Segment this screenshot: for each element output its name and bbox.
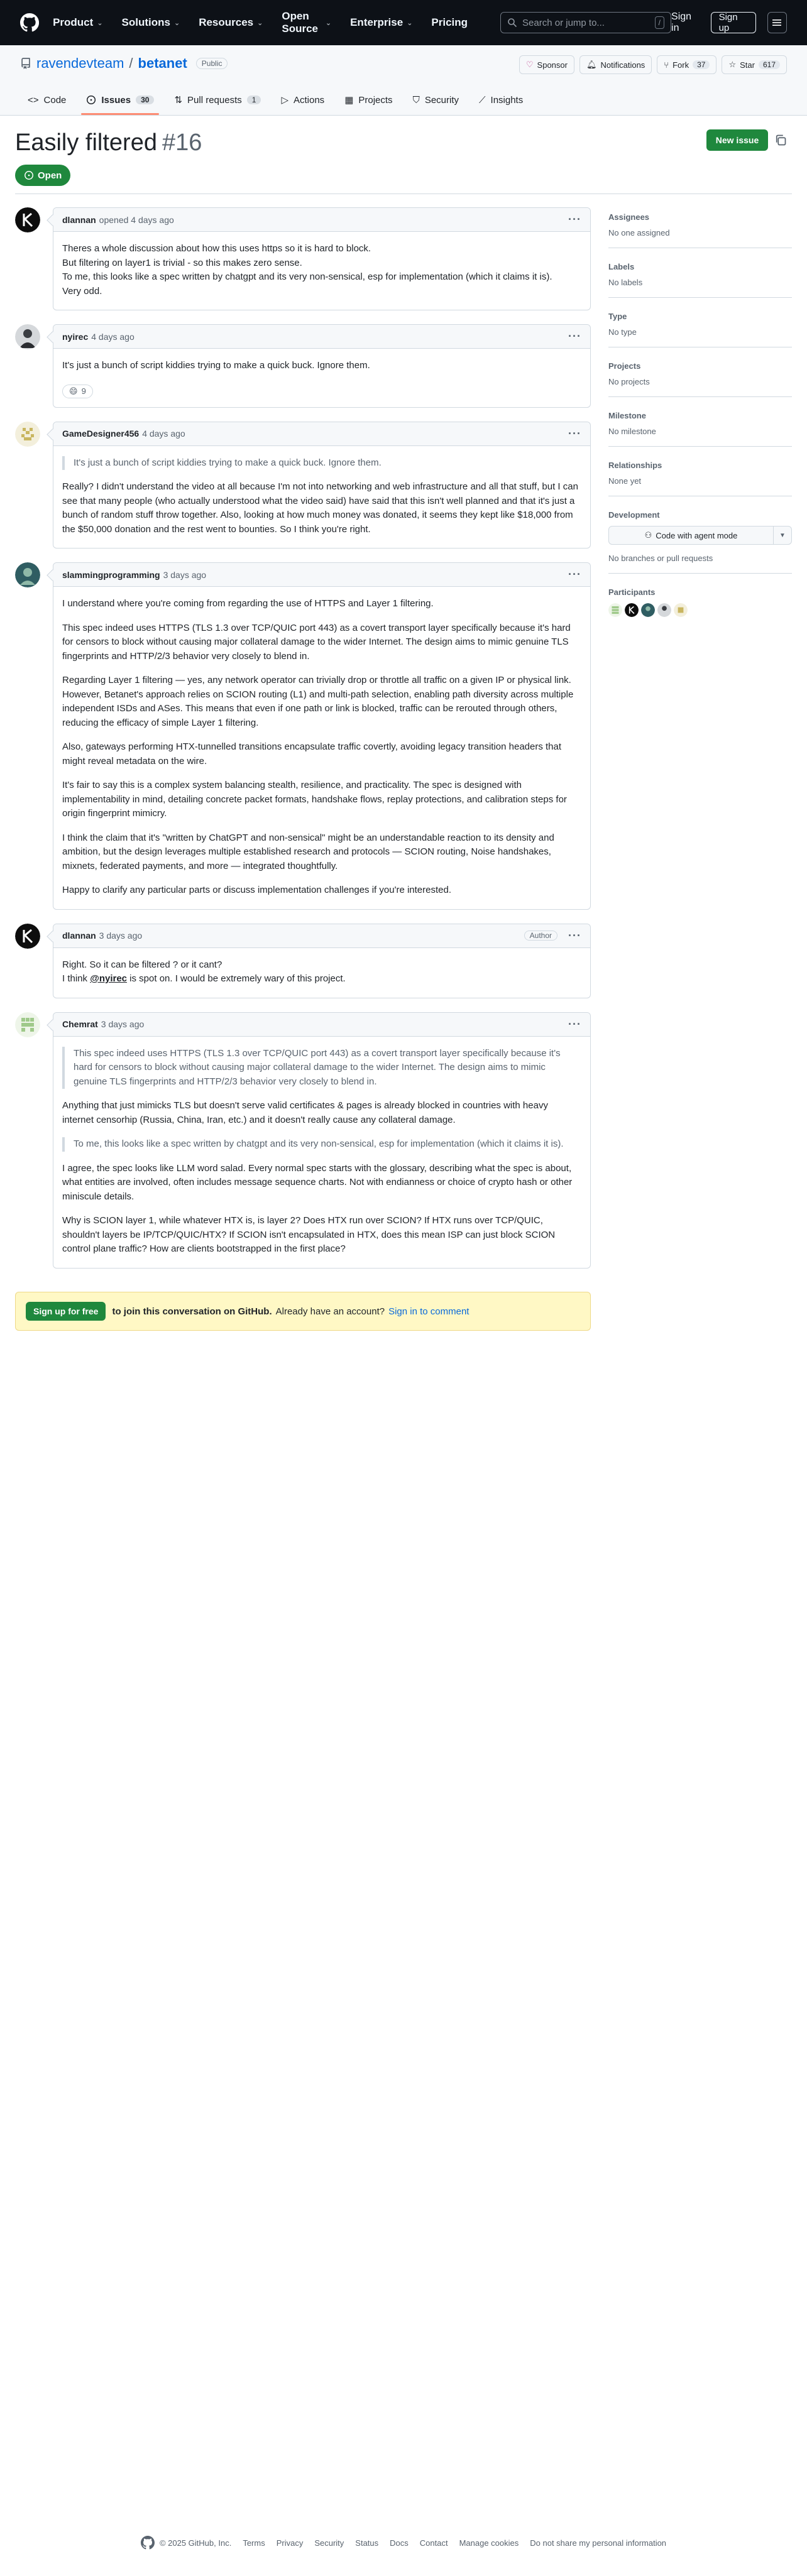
sidebar-type: Type No type bbox=[608, 307, 792, 347]
issue-sidebar bbox=[608, 207, 792, 636]
comment-box bbox=[53, 422, 591, 549]
reaction-button[interactable] bbox=[62, 385, 93, 398]
issue-number: #16 bbox=[162, 129, 202, 156]
notifications-button[interactable]: 🔔︎ Notifications bbox=[579, 55, 652, 74]
avatar[interactable] bbox=[15, 924, 40, 949]
comment-header bbox=[53, 325, 590, 349]
tab-projects[interactable]: ▦ Projects bbox=[344, 94, 393, 106]
nav-enterprise[interactable]: Enterprise ⌄ bbox=[350, 16, 413, 28]
repo-icon bbox=[20, 58, 31, 69]
comment-author[interactable]: dlannan bbox=[62, 214, 96, 225]
timeline-comment bbox=[15, 422, 591, 549]
tab-pull-requests[interactable]: ⇅ Pull requests 1 bbox=[167, 85, 268, 115]
kebab-menu-icon[interactable]: ··· bbox=[568, 1017, 581, 1030]
repo-owner-link[interactable]: ravendevteam bbox=[36, 55, 124, 71]
search-placeholder: Search or jump to... bbox=[522, 17, 605, 28]
comment-header bbox=[53, 924, 590, 948]
sidebar-development: Development ⚇ Code with agent mode ▼ No branches or pull requests bbox=[608, 505, 792, 574]
star-icon: ☆ bbox=[728, 60, 737, 69]
avatar[interactable] bbox=[608, 603, 622, 617]
github-logo-icon[interactable] bbox=[141, 2536, 155, 2550]
footer-link-privacy[interactable]: Privacy bbox=[276, 2538, 304, 2548]
footer-link-do-not-share[interactable]: Do not share my personal information bbox=[530, 2538, 667, 2548]
footer-link-manage-cookies[interactable]: Manage cookies bbox=[459, 2538, 519, 2548]
footer-link-status[interactable]: Status bbox=[355, 2538, 379, 2548]
sidebar-projects: Projects No projects bbox=[608, 356, 792, 397]
sidebar-participants: Participants bbox=[608, 582, 792, 627]
tab-issues[interactable]: Issues 30 bbox=[79, 85, 162, 115]
chevron-down-icon: ⌄ bbox=[325, 19, 332, 27]
table-icon: ▦ bbox=[344, 95, 354, 106]
search-shortcut-key: / bbox=[655, 16, 664, 29]
kebab-menu-icon[interactable]: ··· bbox=[568, 929, 581, 942]
chevron-down-icon[interactable]: ▼ bbox=[779, 532, 786, 539]
footer-link-docs[interactable]: Docs bbox=[390, 2538, 409, 2548]
comment-body: Theres a whole discussion about how this uses https so it is hard to block. But filtering on layer1 is trivial - so this makes zero sense. To me, this looks like a spec written by chatgpt and its very non-sensical, esp for implementation (which it claims it is). Very odd. bbox=[62, 243, 552, 297]
code-icon: <> bbox=[28, 94, 39, 106]
repo-title bbox=[20, 55, 228, 72]
nav-product[interactable]: Product ⌄ bbox=[53, 16, 103, 28]
comment-author[interactable]: slammingprogramming bbox=[62, 569, 160, 580]
nav-resources[interactable]: Resources ⌄ bbox=[199, 16, 263, 28]
header-actions bbox=[671, 11, 787, 34]
timeline-comment bbox=[15, 1012, 591, 1269]
chevron-down-icon: ⌄ bbox=[257, 19, 263, 27]
heart-icon: ♡ bbox=[525, 60, 534, 69]
quoted-reply: It's just a bunch of script kiddies trying to make a quick buck. Ignore them. bbox=[62, 456, 581, 471]
global-nav bbox=[53, 10, 468, 35]
graph-icon: ⟋ bbox=[479, 94, 486, 106]
comment-body: I understand where you're coming from regarding the use of HTTPS and Layer 1 filtering. This spec indeed uses HTTPS (TLS 1.3 over TCP/QUIC port 443) as a covert transport layer specifically because it's hard for censors to block without causing major collateral damage to the wider Internet. The design aims to mimic genuine TLS fingerprints and HTTP/2/3 behavior very closely to blend in. Regarding Layer 1 filtering — yes, any network operator can trivially drop or throttle all traffic on a given IP or physical link. However, Betanet's approach relies on SCION routing (L1) and multi-path selection, enabling path diversity across multiple independent ISDs and ASes. This means that even if one path or link is blocked, traffic can be rerouted through others, reducing the efficacy of simple Layer 1 filtering. Also, gateways performing HTX-tunnelled transitions encapsulate traffic covertly, avoiding legacy transition headers that might reveal metadata on the wire. It's fair to say this is a complex system balancing stealth, resilience, and practicality. The spec is designed with implementability in mind, detailing concrete packet formats, handshake flows, replay protections, and calibration steps for origin fingerprint mimicry. I think the claim that it's "written by ChatGPT and non-sensical" might be an understandable reaction to its density and ambition, but the design leverages multiple established research and protocols — SCION routing, Noise handshakes, mixnets, federated payments, and more — integrated thoughtfully. Happy to clarify any particular parts or discuss implementation challenges if you're interested. bbox=[62, 598, 574, 895]
tab-insights[interactable]: ⟋ Insights bbox=[479, 94, 524, 106]
comment-box bbox=[53, 1012, 591, 1269]
comment-author[interactable]: Chemrat bbox=[62, 1019, 98, 1029]
star-button[interactable]: ☆ Star 617 bbox=[722, 55, 787, 74]
comment-body: It's just a bunch of script kiddies trying to make a quick buck. Ignore them. bbox=[62, 360, 370, 371]
search-icon bbox=[507, 18, 517, 28]
avatar[interactable] bbox=[657, 603, 671, 617]
github-logo-icon[interactable] bbox=[20, 13, 39, 33]
code-with-agent-button bbox=[608, 526, 792, 545]
new-issue-button[interactable]: New issue bbox=[706, 129, 768, 151]
comment-body: Right. So it can be filtered ? or it cant? I think @nyirec is spot on. I would be extremely wary of this project. bbox=[62, 959, 346, 984]
timeline-comment bbox=[15, 324, 591, 408]
bell-icon: 🔔︎ bbox=[586, 60, 597, 69]
avatar[interactable] bbox=[674, 603, 688, 617]
kebab-menu-icon[interactable]: ··· bbox=[568, 568, 581, 581]
pull-requests-count: 1 bbox=[247, 96, 261, 104]
comment-header bbox=[53, 563, 590, 587]
copilot-icon: ⚇ bbox=[644, 530, 652, 540]
comment-author[interactable]: nyirec bbox=[62, 331, 89, 342]
chevron-down-icon: ⌄ bbox=[97, 19, 103, 27]
author-badge: Author bbox=[524, 931, 557, 941]
code-with-agent-main[interactable]: ⚇ Code with agent mode bbox=[609, 527, 774, 544]
fork-button[interactable]: ⑂ Fork 37 bbox=[657, 55, 716, 74]
comment-author[interactable]: dlannan bbox=[62, 931, 96, 941]
tab-actions[interactable]: ▷ Actions bbox=[281, 94, 325, 106]
footer-link-contact[interactable]: Contact bbox=[419, 2538, 448, 2548]
avatar[interactable] bbox=[641, 603, 655, 617]
comment-author[interactable]: GameDesigner456 bbox=[62, 428, 140, 439]
issue-opened-icon bbox=[86, 95, 96, 105]
sidebar-relationships: Relationships None yet bbox=[608, 456, 792, 496]
footer bbox=[0, 2536, 807, 2550]
menu-button[interactable] bbox=[767, 12, 787, 33]
issue-title: Easily filtered #16 bbox=[15, 129, 202, 156]
avatar[interactable] bbox=[15, 562, 40, 587]
comment-timestamp[interactable]: 4 days ago bbox=[91, 331, 134, 342]
repo-tabs bbox=[20, 85, 530, 115]
repo-actions bbox=[519, 55, 787, 74]
nav-pricing[interactable]: Pricing bbox=[431, 16, 468, 28]
footer-link-terms[interactable]: Terms bbox=[243, 2538, 265, 2548]
quoted-reply: This spec indeed uses HTTPS (TLS 1.3 over TCP/QUIC port 443) as a covert transport layer specifically because it's hard for censors to block without causing major collateral damage to the wider Internet. The design aims to mimic genuine TLS fingerprints and HTTP/2/3 behavior very closely to blend in. bbox=[62, 1047, 581, 1089]
sign-in-to-comment-link[interactable]: Sign in to comment bbox=[388, 1306, 469, 1317]
avatar[interactable] bbox=[15, 324, 40, 349]
timeline bbox=[15, 207, 591, 1282]
kebab-menu-icon[interactable]: ··· bbox=[568, 330, 581, 342]
repo-name-link[interactable]: betanet bbox=[138, 55, 187, 71]
comment-body: It's just a bunch of script kiddies trying to make a quick buck. Ignore them. Really? I didn't understand the video at all because I'm not into networking and web infrastructure and all that stuff, but I can see that many people (who actually understood what the video said) have said that this isn't well planned and that it's just a bunch of random stuff throw together. Also, looking at how much money was donated, it seems they kept like $18,000 from the $50,000 donation and the rest went to bounties. So I think you're right. bbox=[53, 446, 590, 548]
sidebar-milestone: Milestone No milestone bbox=[608, 406, 792, 447]
repo-header bbox=[0, 45, 807, 116]
tab-code[interactable]: <> Code bbox=[28, 94, 67, 106]
comment-header bbox=[53, 1013, 590, 1037]
nav-open-source[interactable]: Open Source ⌄ bbox=[282, 10, 332, 35]
comment-timestamp[interactable]: 3 days ago bbox=[101, 1019, 145, 1029]
comment-timestamp[interactable]: 3 days ago bbox=[163, 569, 207, 580]
repo-separator: / bbox=[129, 55, 133, 71]
hamburger-icon bbox=[772, 18, 782, 28]
fork-icon: ⑂ bbox=[664, 60, 669, 70]
signup-banner bbox=[15, 1292, 591, 1331]
signup-banner-text: Already have an account? bbox=[275, 1306, 385, 1317]
comment-box bbox=[53, 924, 591, 998]
user-mention[interactable]: @nyirec bbox=[90, 973, 128, 984]
avatar[interactable] bbox=[15, 207, 40, 232]
nav-solutions[interactable]: Solutions ⌄ bbox=[121, 16, 180, 28]
comment-body: This spec indeed uses HTTPS (TLS 1.3 over TCP/QUIC port 443) as a covert transport layer specifically because it's hard for censors to block without causing major collateral damage to the wider Internet. The design aims to mimic genuine TLS fingerprints and HTTP/2/3 behavior very closely to blend in. Anything that just mimicks TLS but doesn't serve valid certificates & pages is already blocked in countries with heavy internet censorhip (Russia, China, Iran, etc.) and it doesn't really cause any collateral damage. To me, this looks like a spec written by chatgpt and its very non-sensical, esp for implementation (which it claims it is). I agree, the spec looks like LLM word salad. Every normal spec starts with the glossary, describing what the spec is about, what entities are involved, often includes message sequence charts. Not with endianness or choice of crypto hash or other miniscule details. Why is SCION layer 1, while whatever HTX is, is layer 2? Does HTX run over SCION? If HTX runs over TCP/QUIC, shouldn't layers be IP/TCP/QUIC/HTX? If SCION isn't encapsulated in HTX, does this mean ISP can just block SCION control plane traffic? How are clients bootstrapped in the first place? bbox=[53, 1037, 590, 1268]
footer-link-security[interactable]: Security bbox=[314, 2538, 344, 2548]
sign-up-button[interactable]: Sign up bbox=[711, 12, 756, 33]
timeline-comment bbox=[15, 924, 591, 998]
comment-header bbox=[53, 422, 590, 446]
search-input[interactable] bbox=[500, 12, 671, 33]
chevron-down-icon: ⌄ bbox=[407, 19, 413, 27]
sidebar-labels: Labels No labels bbox=[608, 257, 792, 298]
pull-request-icon: ⇅ bbox=[174, 95, 183, 106]
comment-box bbox=[53, 207, 591, 310]
copy-icon[interactable] bbox=[774, 134, 787, 146]
issue-state-badge: Open bbox=[15, 165, 70, 186]
avatar[interactable] bbox=[625, 603, 639, 617]
quoted-reply: To me, this looks like a spec written by chatgpt and its very non-sensical, esp for implementation (which it claims it is). bbox=[62, 1137, 581, 1152]
signup-banner-bold: to join this conversation on GitHub. bbox=[112, 1306, 272, 1317]
sign-in-link[interactable]: Sign in bbox=[671, 11, 692, 33]
footer-copyright: © 2025 GitHub, Inc. bbox=[141, 2536, 231, 2550]
issues-count: 30 bbox=[136, 96, 154, 104]
participants-list bbox=[608, 603, 792, 617]
comment-timestamp[interactable]: 3 days ago bbox=[99, 931, 143, 941]
shield-icon: ⛉ bbox=[412, 94, 420, 106]
kebab-menu-icon[interactable]: ··· bbox=[568, 213, 581, 226]
timeline-comment bbox=[15, 207, 591, 310]
issue-opened-icon bbox=[24, 170, 34, 180]
comment-timestamp[interactable]: opened 4 days ago bbox=[99, 214, 174, 225]
sign-up-free-button[interactable]: Sign up for free bbox=[26, 1302, 106, 1321]
global-header bbox=[0, 0, 807, 45]
sponsor-button[interactable]: ♡ Sponsor bbox=[519, 55, 574, 74]
timeline-comment bbox=[15, 562, 591, 910]
sidebar-assignees: Assignees No one assigned bbox=[608, 207, 792, 248]
comment-box bbox=[53, 562, 591, 910]
visibility-badge: Public bbox=[196, 58, 228, 69]
avatar[interactable] bbox=[15, 422, 40, 447]
kebab-menu-icon[interactable]: ··· bbox=[568, 427, 581, 440]
comment-box bbox=[53, 324, 591, 408]
comment-timestamp[interactable]: 4 days ago bbox=[142, 428, 185, 439]
chevron-down-icon: ⌄ bbox=[173, 19, 180, 27]
avatar[interactable] bbox=[15, 1012, 40, 1037]
fork-count: 37 bbox=[693, 60, 710, 69]
tab-security[interactable]: ⛉ Security bbox=[412, 94, 459, 106]
reaction-count: 9 bbox=[81, 386, 86, 396]
star-count: 617 bbox=[759, 60, 780, 69]
play-icon: ▷ bbox=[281, 95, 288, 106]
comment-header bbox=[53, 208, 590, 232]
smile-icon: 😄 bbox=[69, 386, 78, 396]
